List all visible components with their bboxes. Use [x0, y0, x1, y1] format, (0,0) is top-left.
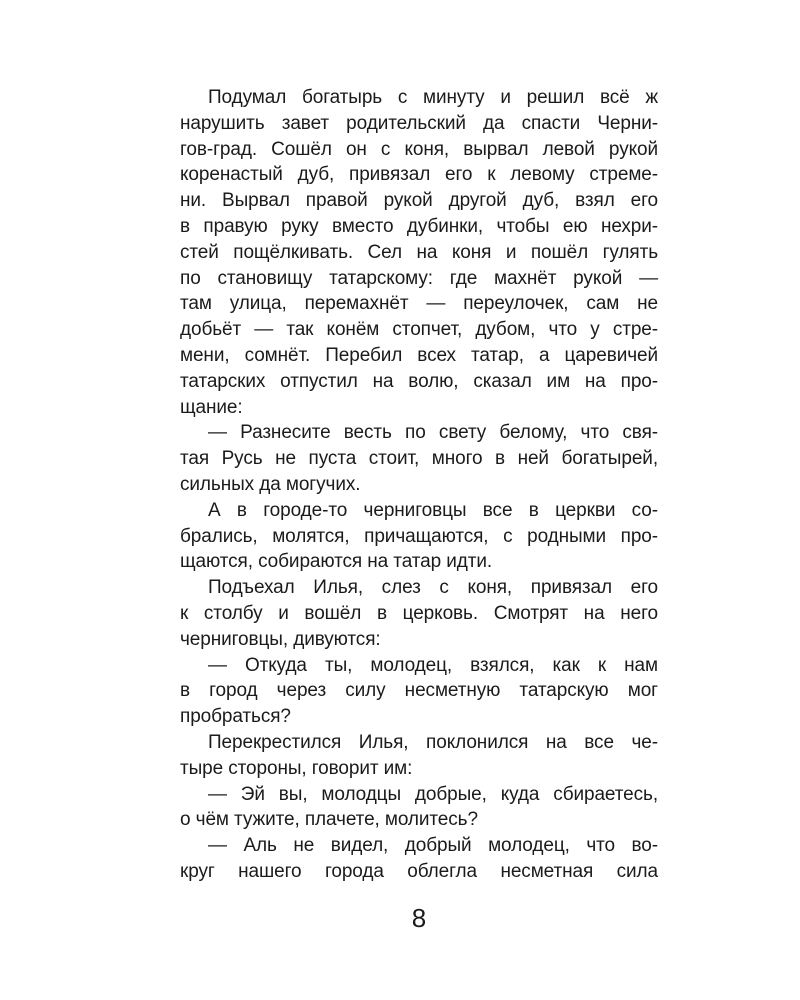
text-line: добьёт — так конём стопчет, дубом, что у стре-: [180, 319, 658, 341]
text-line: ни. Вырвал правой рукой другой дуб, взял его: [180, 190, 658, 212]
text-line: щаются, собираются на татар идти.: [180, 551, 493, 573]
text-line: там улица, перемахнёт — переулочек, сам не: [180, 293, 658, 315]
text-line: — Откуда ты, молодец, взялся, как к нам: [208, 654, 658, 676]
text-line: — Аль не видел, добрый молодец, что во-: [208, 835, 658, 857]
text-line: татарских отпустил на волю, сказал им на про-: [180, 370, 658, 392]
paragraph-4: [180, 575, 658, 652]
text-line: сильных да могучих.: [180, 473, 361, 495]
paragraph-6: [180, 730, 658, 782]
text-line: тыре стороны, говорит им:: [180, 757, 413, 779]
paragraph-2: [180, 420, 658, 497]
paragraph-8: [180, 833, 658, 885]
text-line: в город через силу несметную татарскую мог: [180, 680, 658, 702]
text-line: тая Русь не пуста стоит, много в ней богатырей,: [180, 448, 658, 470]
text-line: Перекрестился Илья, поклонился на все че-: [208, 731, 658, 753]
paragraph-7: [180, 782, 658, 834]
text-line: щание:: [180, 396, 243, 418]
text-line: стей пощёлкивать. Сел на коня и пошёл гулять: [180, 241, 658, 263]
text-line: брались, молятся, причащаются, с родными про-: [180, 525, 658, 547]
text-line: мени, сомнёт. Перебил всех татар, а царевичей: [180, 344, 658, 366]
text-line: к столбу и вошёл в церковь. Смотрят на него: [180, 602, 658, 624]
text-line: Подъехал Илья, слез с коня, привязал его: [208, 577, 658, 599]
text-line: пробраться?: [180, 706, 291, 728]
text-line: А в городе-то черниговцы все в церкви со-: [208, 499, 658, 521]
text-line: о чём тужите, плачете, молитесь?: [180, 809, 478, 831]
text-line: по становищу татарскому: где махнёт рукой —: [180, 267, 658, 289]
text-line: круг нашего города облегла несметная сила: [180, 860, 658, 882]
text-line: коренастый дуб, привязал его к левому стреме-: [180, 164, 658, 186]
paragraph-1: [180, 85, 658, 420]
page-number: 8: [411, 903, 427, 933]
paragraph-5: [180, 653, 658, 730]
text-line: нарушить завет родительский да спасти Черни-: [180, 112, 658, 134]
text-line: в правую руку вместо дубинки, чтобы ею нехри-: [180, 215, 658, 237]
text-line: черниговцы, дивуются:: [180, 628, 381, 650]
text-line: — Эй вы, молодцы добрые, куда сбираетесь,: [208, 783, 658, 805]
page-text: [180, 85, 658, 885]
paragraph-3: [180, 498, 658, 575]
text-line: Подумал богатырь с минуту и решил всё ж: [208, 87, 658, 108]
text-line: гов-град. Сошёл он с коня, вырвал левой рукой: [180, 138, 658, 160]
text-line: — Разнесите весть по свету белому, что свя-: [208, 422, 658, 444]
